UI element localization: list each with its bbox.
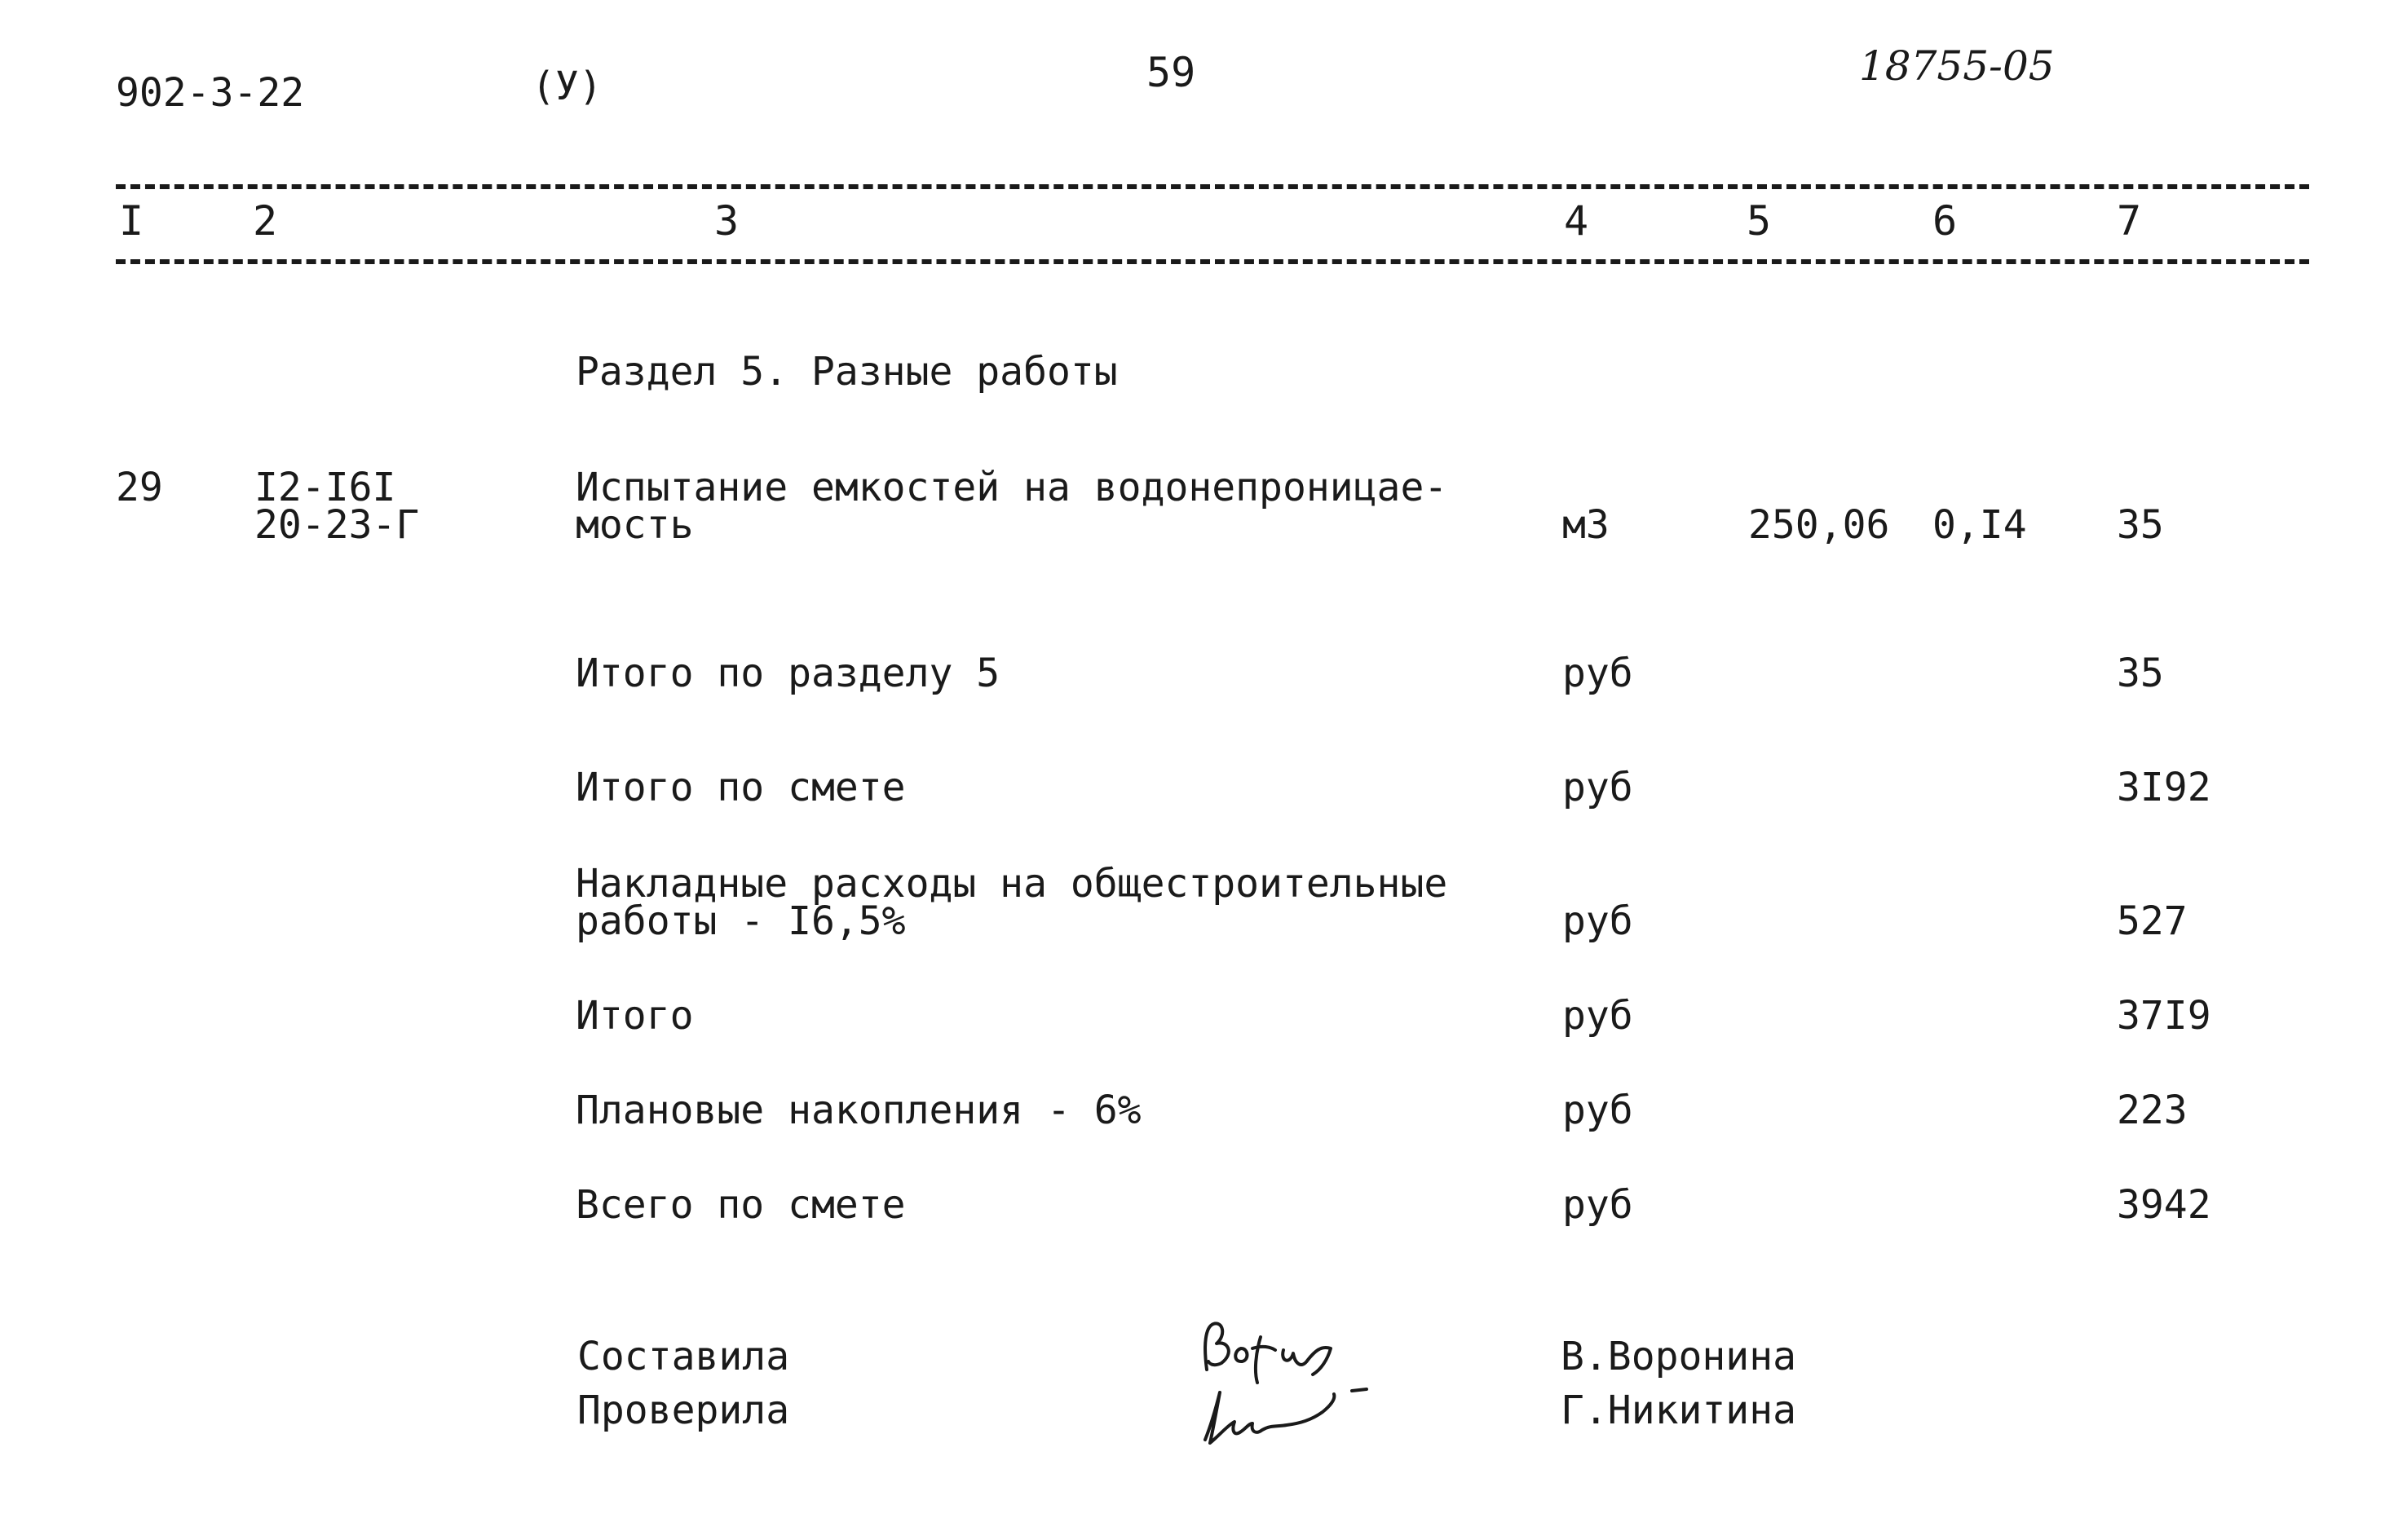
item-total: 35	[2117, 502, 2164, 548]
column-header-3: 3	[714, 197, 740, 245]
item-unit: м3	[1562, 502, 1610, 548]
page-number: 59	[1146, 49, 1196, 96]
summary-value-grand-total: 3942	[2117, 1182, 2211, 1228]
summary-label-grand-total: Всего по смете	[576, 1182, 906, 1228]
compiled-by-label: Составила	[577, 1334, 790, 1379]
header-bottom-rule	[116, 259, 2309, 264]
summary-unit-overhead: руб	[1562, 898, 1633, 944]
summary-value-planned-savings: 223	[2117, 1088, 2188, 1133]
summary-unit-grand-total: руб	[1562, 1182, 1633, 1228]
summary-unit-planned-savings: руб	[1562, 1088, 1633, 1133]
summary-label-estimate-total: Итого по смете	[576, 765, 906, 810]
item-description-line-1: Испытание емкостей на водонепроницае-	[576, 465, 1448, 510]
compiler-signature	[1199, 1313, 1362, 1386]
summary-value-subtotal: 37I9	[2117, 993, 2211, 1039]
section-title: Раздел 5. Разные работы	[576, 349, 1118, 395]
column-header-1: I	[119, 197, 144, 245]
summary-label-subtotal: Итого	[576, 993, 694, 1039]
item-code-1: I2-I6I	[254, 465, 396, 510]
item-quantity: 250,06	[1748, 502, 1890, 548]
summary-unit-subtotal: руб	[1562, 993, 1633, 1039]
summary-label-section-total: Итого по разделу 5	[576, 651, 1000, 696]
checked-by-name: Г.Никитина	[1561, 1388, 1796, 1433]
checker-signature	[1192, 1378, 1388, 1451]
header-top-rule	[116, 184, 2309, 189]
column-header-7: 7	[2117, 197, 2142, 245]
item-price: 0,I4	[1932, 502, 2027, 548]
summary-label-planned-savings: Плановые накопления - 6%	[576, 1088, 1142, 1133]
checked-by-label: Проверила	[577, 1388, 790, 1433]
column-header-2: 2	[253, 197, 278, 245]
compiled-by-name: В.Воронина	[1561, 1334, 1796, 1379]
document-code: 902-3-22	[116, 70, 305, 116]
summary-label-overhead-line-1: Накладные расходы на общестроительные	[576, 861, 1448, 907]
summary-unit-section-total: руб	[1562, 651, 1633, 696]
summary-label-overhead-line-2: работы - I6,5%	[576, 898, 906, 944]
item-code-2: 20-23-Г	[254, 502, 420, 548]
column-header-5: 5	[1747, 197, 1772, 245]
item-number: 29	[116, 465, 163, 510]
column-header-6: 6	[1932, 197, 1958, 245]
summary-unit-estimate-total: руб	[1562, 765, 1633, 810]
summary-value-estimate-total: 3I92	[2117, 765, 2211, 810]
inventory-number: 18755-05	[1859, 42, 2055, 90]
column-header-4: 4	[1564, 197, 1589, 245]
item-description-line-2: мость	[576, 502, 694, 548]
document-mark: (У)	[532, 64, 603, 109]
summary-value-section-total: 35	[2117, 651, 2164, 696]
summary-value-overhead: 527	[2117, 898, 2188, 944]
